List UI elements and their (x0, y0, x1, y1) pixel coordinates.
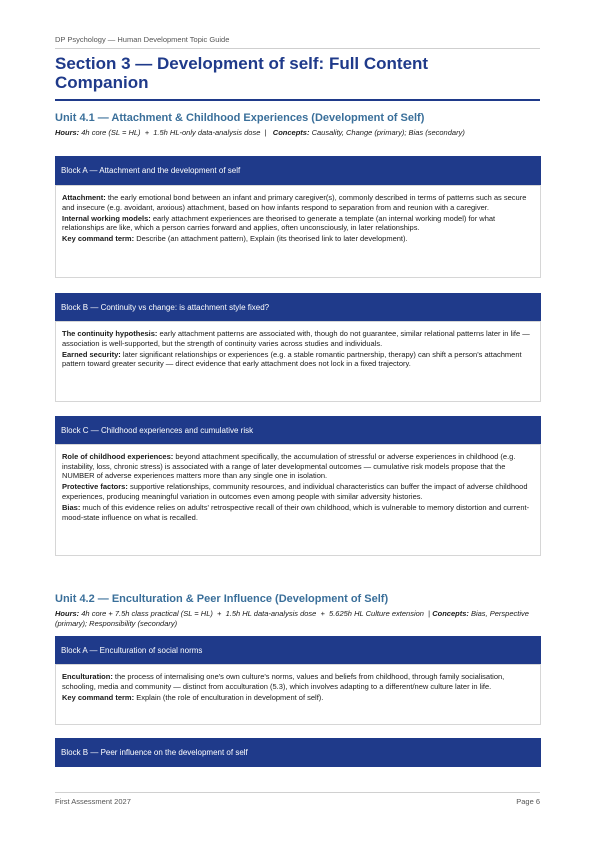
block-heading: Block A — Enculturation of social norms (55, 636, 541, 664)
section-divider (55, 99, 540, 101)
running-header: DP Psychology — Human Development Topic Guide (55, 35, 230, 44)
unit-title: Unit 4.1 — Attachment & Childhood Experiences (Development of Self) (55, 112, 425, 124)
meta-separator: | (423, 609, 431, 618)
block-heading: Block A — Attachment and the development of self (55, 156, 541, 185)
block-body (55, 444, 541, 556)
hours-label: Hours: (55, 128, 80, 137)
section-title: Section 3 — Development of self: Full Content Companion (55, 54, 429, 92)
block-item: Key command term: Describe (an attachment pattern), Explain (its theorised link to later development). (62, 234, 408, 244)
block-item: Bias: much of this evidence relies on adults' retrospective recall of their own childhood, which is vulnerable to memory distortion and current-mood-state influence on what is recalled. (62, 502, 530, 522)
footer-assessment: First Assessment 2027 (55, 797, 131, 806)
block-item: Protective factors: supportive relationships, community resources, and individual characteristics can buffer the impact of adverse childhood experiences, producing meaningful variation in outcomes even among people with similar adversity histories. (62, 482, 528, 501)
block-item: Internal working models: early attachment experiences are theorised to generate a template (an internal working model) for what relationships are like, which a person carries forward and applies, often unconsciously, in later relationships. (62, 213, 496, 233)
unit-title: Unit 4.2 — Enculturation & Peer Influence (Development of Self) (55, 593, 389, 605)
concepts-value: Causality, Change (primary); Bias (secondary) (311, 128, 465, 137)
concepts-label: Concepts: (432, 609, 469, 618)
concepts-value: Bias, Perspective (primary); Responsibility (secondary) (55, 609, 529, 628)
block-heading: Block B — Continuity vs change: is attachment style fixed? (55, 293, 541, 321)
block-item: Key command term: Explain (the role of enculturation in development of self). (62, 692, 324, 702)
hours-label: Hours: (55, 609, 80, 618)
block-body (55, 185, 541, 278)
concepts-label: Concepts: (272, 128, 310, 137)
meta-separator: | (260, 128, 271, 137)
footer-divider (55, 792, 540, 793)
header-divider (55, 48, 540, 49)
block-heading: Block C — Childhood experiences and cumulative risk (55, 416, 541, 444)
block-item: Earned security: later significant relationships or experiences (e.g. a stable romantic partnership, therapy) can shift a person's attachment pattern toward greater security — direct evidence that early attachment does not lock in a fixed trajectory. (62, 349, 522, 369)
hours-value: 4h core (SL = HL) + 1.5h HL-only data-analysis dose (81, 128, 261, 137)
block-item: Attachment: the early emotional bond between an infant and primary caregiver(s), commonly described in terms of patterns such as secure and insecure (e.g. avoidant, anxious) attachment, based on how infants respond to separation from and reunion with a caregiver. (62, 193, 527, 212)
block-item: The continuity hypothesis: early attachment patterns are associated with, though do not guarantee, similar relational patterns later in life — association is well-supported, but the strength of continuity varies across studies and individuals. (62, 329, 530, 348)
unit-meta (55, 609, 540, 628)
unit-meta (55, 128, 540, 138)
block-heading: Block B — Peer influence on the development of self (55, 738, 541, 767)
hours-value: 4h core + 7.5h class practical (SL = HL) + 1.5h HL data-analysis dose + 5.625h HL Culture extension (81, 609, 424, 618)
page-number: Page 6 (516, 797, 540, 806)
block-item: Enculturation: the process of internalising one's own culture's norms, values and beliefs from childhood, through family socialisation, schooling, media and community — distinct from acculturation (5.3), which involves adapting to a different/new culture later in life. (62, 672, 505, 691)
block-body (55, 321, 541, 402)
block-body (55, 664, 541, 725)
block-item: Role of childhood experiences: beyond attachment specifically, the accumulation of stressful or adverse experiences in childhood (e.g. instability, loss, chronic stress) is associated with a range of later developmental outcomes — cumulative risk models propose that the NUMBER of adverse experiences matters more than any single one in isolation. (62, 452, 516, 481)
